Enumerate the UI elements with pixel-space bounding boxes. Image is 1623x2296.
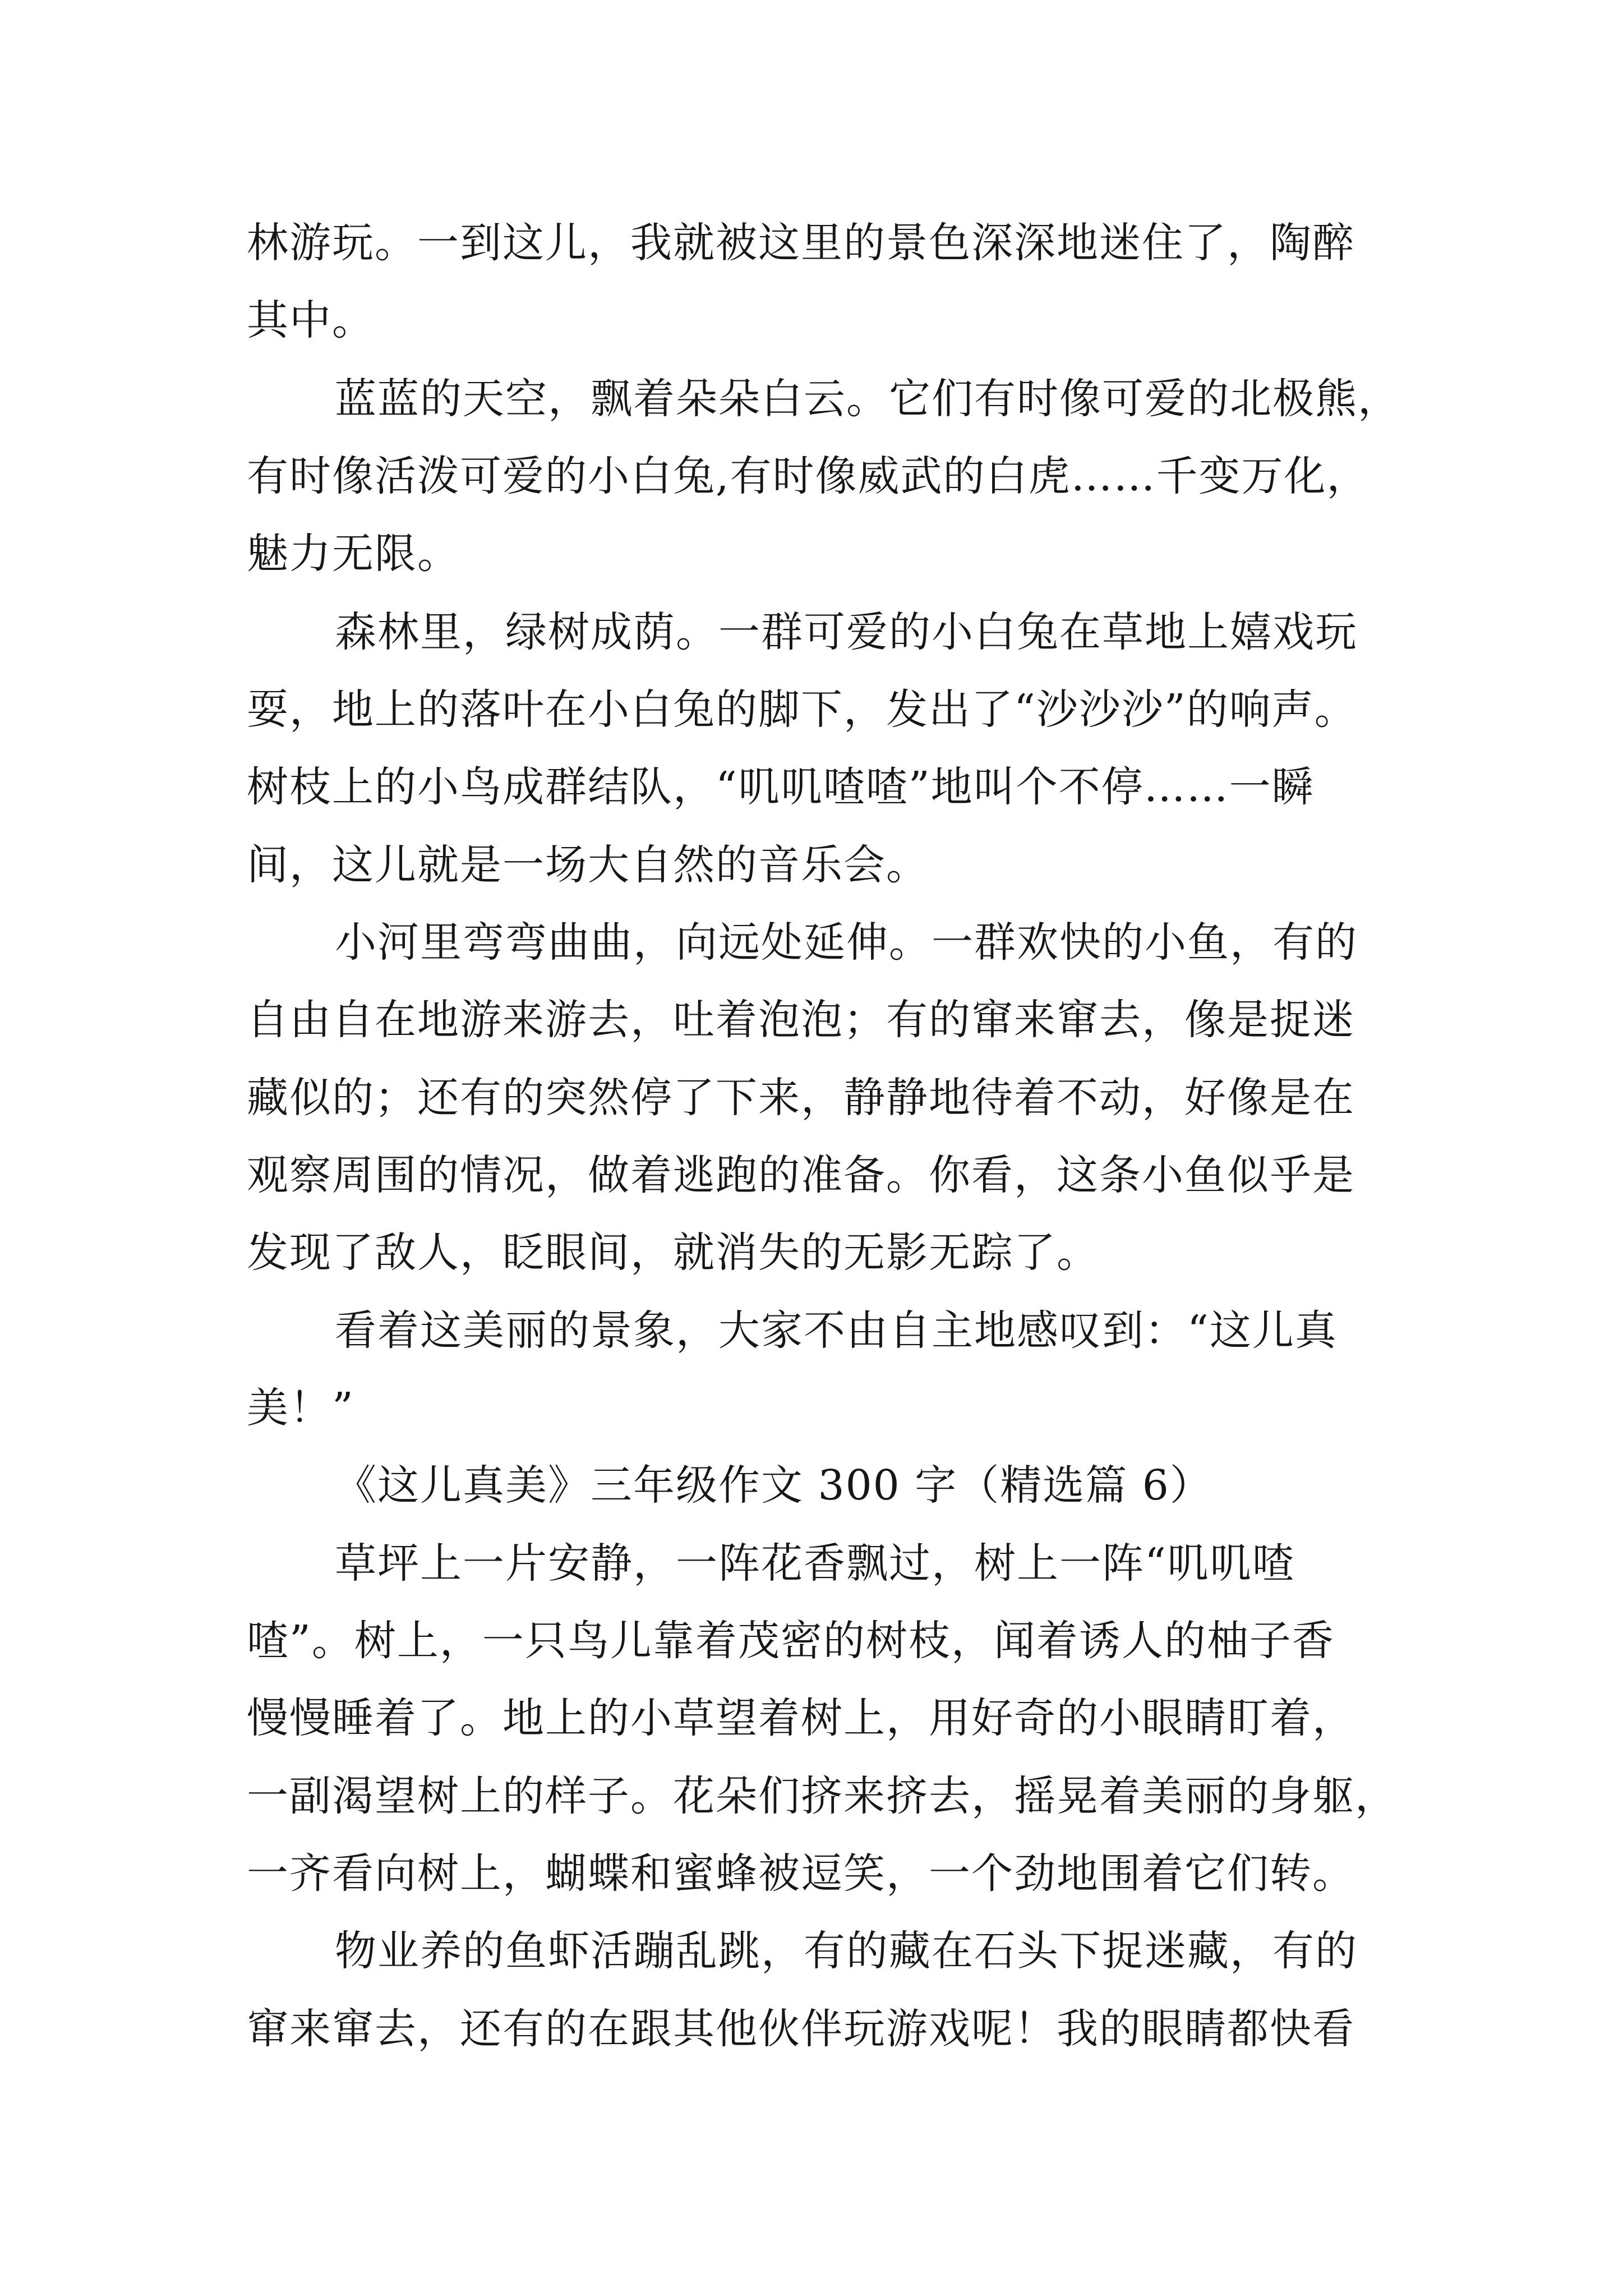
text-line: 其中。 (247, 296, 375, 344)
text-line: 间，这儿就是一场大自然的音乐会。 (247, 841, 929, 889)
text-line: 看着这美丽的景象，大家不由自主地感叹到：“这儿真 (335, 1306, 1338, 1355)
text-line: 有时像活泼可爱的小白兔,有时像威武的白虎……千变万化， (247, 452, 1370, 500)
text-line: 一副渴望树上的样子。花朵们挤来挤去，摇晃着美丽的身躯， (247, 1772, 1398, 1820)
text-line: 林游玩。一到这儿，我就被这里的景色深深地迷住了，陶醉 (247, 219, 1355, 267)
text-line: 一齐看向树上，蝴蝶和蜜蜂被逗笑，一个劲地围着它们转。 (247, 1849, 1355, 1898)
text-line: 慢慢睡着了。地上的小草望着树上，用好奇的小眼睛盯着， (247, 1694, 1355, 1742)
text-line: 蓝蓝的天空，飘着朵朵白云。它们有时像可爱的北极熊， (335, 375, 1400, 423)
text-line: 草坪上一片安静，一阵花香飘过，树上一阵“叽叽喳 (335, 1539, 1295, 1588)
text-line: 发现了敌人，眨眼间，就消失的无影无踪了。 (247, 1228, 1099, 1277)
text-line: 藏似的；还有的突然停了下来，静静地待着不动，好像是在 (247, 1074, 1355, 1122)
text-line: 喳”。树上，一只鸟儿靠着茂密的树枝，闻着诱人的柚子香 (247, 1617, 1335, 1665)
text-line: 耍，地上的落叶在小白兔的脚下，发出了“沙沙沙”的响声。 (247, 685, 1357, 734)
section-title: 《这儿真美》三年级作文 300 字（精选篇 6） (335, 1461, 1212, 1510)
text-line: 观察周围的情况，做着逃跑的准备。你看，这条小鱼似乎是 (247, 1151, 1355, 1199)
text-line: 自由自在地游来游去，吐着泡泡；有的窜来窜去，像是捉迷 (247, 996, 1355, 1044)
text-line: 森林里，绿树成荫。一群可爱的小白兔在草地上嬉戏玩 (335, 608, 1358, 656)
text-line: 小河里弯弯曲曲，向远处延伸。一群欢快的小鱼，有的 (335, 918, 1358, 967)
text-line: 树枝上的小鸟成群结队，“叽叽喳喳”地叫个不停……一瞬 (247, 763, 1315, 811)
text-line: 魅力无限。 (247, 530, 460, 578)
text-line: 物业养的鱼虾活蹦乱跳，有的藏在石头下捉迷藏，有的 (335, 1927, 1358, 1975)
text-line: 窜来窜去，还有的在跟其他伙伴玩游戏呢！我的眼睛都快看 (247, 2005, 1355, 2053)
text-line: 美！” (247, 1384, 354, 1432)
